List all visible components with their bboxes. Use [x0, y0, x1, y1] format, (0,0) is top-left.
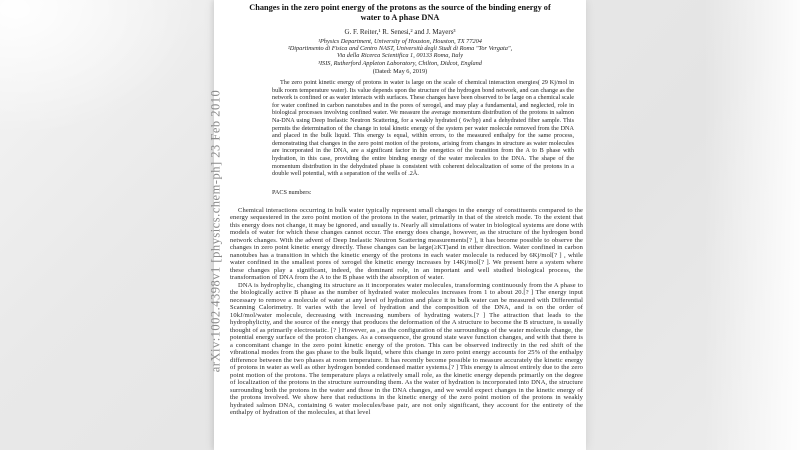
paper-page [214, 0, 586, 450]
affiliation-2: ²Dipartimento di Fisica and Centro NAST, Università degli Studi di Roma "Tor Vergata", [287, 45, 513, 53]
affiliations-block [214, 38, 586, 75]
dated-line: (Dated: May 6, 2019) [372, 67, 428, 75]
body-text [214, 207, 586, 417]
title-line-1: Changes in the zero point energy of the protons as the source of the binding energy of [249, 3, 551, 12]
body-paragraph-2: DNA is hydrophylic, changing its structure as it incorporates water molecules, transforming continuously from the A phase to the biologically active B phase as the number of hydrated water molecules increases from 1 to about 20.[? ] The energy input necessary to remove a molecule of water at any level of hydration and place it in bulk water can be measured with Differential Scanning Calorimetry. It varies with the level of hydration and the composition of the DNA, and is on the order of 10kJ/mol/water molecule, decreasing with increasing numbers of hydrating waters.[? ] The attraction that leads to the hydrophylicity, and the source of the energy that produces the deformation of the A structure to become the B structure, is usually thought of as primarily electrostatic. [? ] However, as , as the configuration of the surroundings of the water molecule change, the potential energy surface of the proton changes. As a consequence, the ground state wave function changes, and with that there is a concomitant change in the zero point kinetic energy of the proton. This can be observed indirectly in the red shift of the vibrational modes from the gas phase to the bulk liquid, where this change in zero point energy accounts for 25% of the enthalpy difference between the two phases at room temperature. It has recently become possible to measure accurately the kinetic energy of protons in water as well as other hydrogen bonded condensed matter systems.[? ] This energy is almost entirely due to the zero point motion of the protons. The temperature plays a relatively small role, as the kinetic energy depends primarily on the degree of localization of the protons in the structure surrounding them. As the water of hydration is incorporated into DNA, the structure surrounding both the protons in the water and those in the DNA changes, and we would expect changes in the kinetic energy of the protons involved. We show here that reductions in the kinetic energy of the zero point motion of the protons in weakly hydrated salmon DNA, containing 6 water molecules/base pair, are not only significant, they account for the entirety of the enthalpy of hydration of the molecules, at that level [230, 281, 583, 417]
affiliation-3: ³ISIS, Rutherford Appleton Laboratory, Chilton, Didcot, England [318, 59, 482, 67]
paper-title [214, 3, 586, 22]
title-line-2: water to A phase DNA [360, 12, 440, 22]
affiliation-1: ¹Physics Department, University of Houston, Houston, TX 77204 [318, 38, 482, 45]
arxiv-stamp: arXiv:1002.4398v1 [physics.chem-ph] 23 Feb 2010 [208, 89, 223, 373]
affiliation-2-cont: Via della Ricerca Scientifica 1, 00133 Roma, Italy [336, 52, 464, 60]
body-paragraph-1: Chemical interactions occurring in bulk water typically represent small changes in the energy of constituents compared to the energy sequestered in the zero point motion of the protons in the water, primarily in that of the stretch mode. To the extent that this energy does not change, it may be ignored, and usually is. Nearly all simulations of water in biological systems are done with models of water for which these changes cannot occur. The energy does change, however, as the structure of the hydrogen bond network changes. With the advent of Deep Inelastic Neutron Scattering measurements[? ], it has become possible to observe the changes in zero point kinetic energy directly. These changes can be large(≥KT)and in either direction. Water confined in carbon nanotubes has a transition in which the kinetic energy of the protons in each water molecule is reduced by 6Kj/mol[? ] , while water confined in the smallest pores of xerogel the kinetic energy increases by 14Kj/mol[? ]. We present here a system where these changes play a significant, indeed, the dominant role, in an important and well studied biological process, the transformation of DNA from the A to the B phase with the absorption of water. [230, 206, 583, 282]
abstract: The zero point kinetic energy of protons in water is large on the scale of chemical interaction energies( 29 Kj/mol in bulk room temperature water). Its value depends upon the structure of the hydrogen bond network, and can change as the network is confined or as water interacts with surfaces. These changes have been observed to be large on a chemical scale for water confined in carbon nanotubes and in the pores of xerogel, and may play a fundamental, and neglected, role in biological processes involving confined water. We measure the average momentum distribution of the protons in salmon Na-DNA using Deep Inelastic Neutron Scattering, for a weakly hydrated ( 6w/bp) and a dehydrated fiber sample. This permits the determination of the change in total kinetic energy of the system per water molecule removed from the DNA and placed in the bulk liquid. This energy is equal, within errors, to the measured enthalpy for the same process, demonstrating that changes in the zero point motion of the protons, arising from changes in structure as water molecules are incorporated in the DNA, are a significant factor in the energetics of the transition from the A to B phase with hydration, in this case, providing the entire binding energy of the water molecules to the DNA. The shape of the momentum distribution in the dehydrated phase is consistent with coherent delocalization of some of the protons in a double well potential, with a separation of the wells of .2Å. [272, 79, 574, 178]
authors-line: G. F. Reiter,¹ R. Senesi,² and J. Mayers³ [344, 28, 456, 36]
pacs-line: PACS numbers: [272, 188, 312, 196]
